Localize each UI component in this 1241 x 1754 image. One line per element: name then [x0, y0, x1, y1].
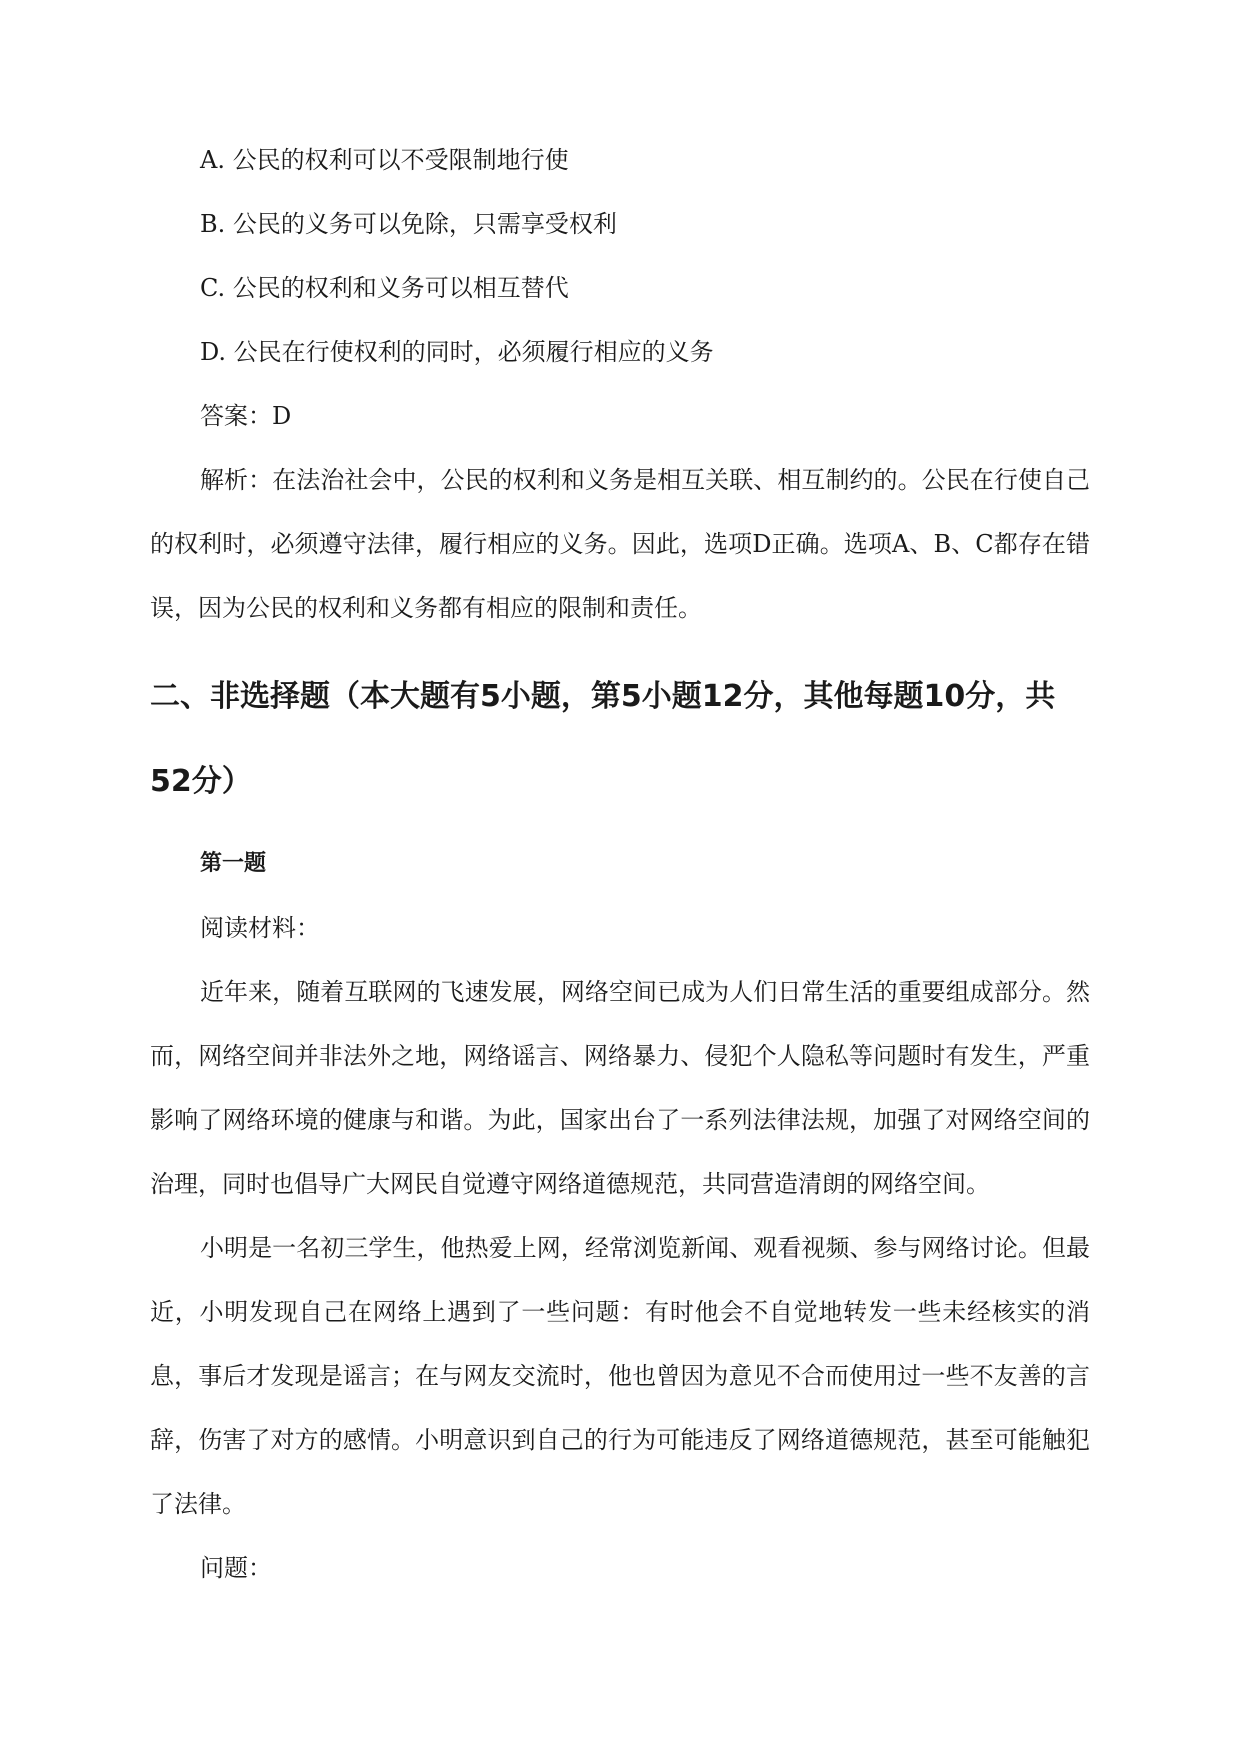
material-paragraph-2: 小明是一名初三学生，他热爱上网，经常浏览新闻、观看视频、参与网络讨论。但最近，小明发现自己在网络上遇到了一些问题：有时他会不自觉地转发一些未经核实的消息，事后才发现是谣言；在与网友交流时，他也曾因为意见不合而使用过一些不友善的言辞，伤害了对方的感情。小明意识到自己的行为可能违反了网络道德规范，甚至可能触犯了法律。: [150, 1234, 1090, 1518]
material-paragraph-1: 近年来，随着互联网的飞速发展，网络空间已成为人们日常生活的重要组成部分。然而，网络空间并非法外之地，网络谣言、网络暴力、侵犯个人隐私等问题时有发生，严重影响了网络环境的健康与和谐。为此，国家出台了一系列法律法规，加强了对网络空间的治理，同时也倡导广大网民自觉遵守网络道德规范，共同营造清朗的网络空间。: [150, 978, 1090, 1198]
question-label: 问题：: [200, 1554, 272, 1582]
answer-line: 答案：D: [200, 402, 292, 430]
document-page: [150, 128, 1090, 1600]
section-heading: 二、非选择题（本大题有5小题，第5小题12分，其他每题10分，共52分）: [150, 679, 1056, 799]
reading-label: 阅读材料：: [200, 914, 320, 942]
option-a: A. 公民的权利可以不受限制地行使: [200, 146, 569, 174]
option-b: B. 公民的义务可以免除，只需享受权利: [200, 210, 617, 238]
analysis-paragraph: 解析：在法治社会中，公民的权利和义务是相互关联、相互制约的。公民在行使自己的权利时，必须遵守法律，履行相应的义务。因此，选项D正确。选项A、B、C都存在错误，因为公民的权利和义务都有相应的限制和责任。: [150, 466, 1090, 622]
question-title: 第一题: [200, 851, 267, 876]
option-c: C. 公民的权利和义务可以相互替代: [200, 274, 569, 302]
option-d: D. 公民在行使权利的同时，必须履行相应的义务: [200, 338, 714, 366]
